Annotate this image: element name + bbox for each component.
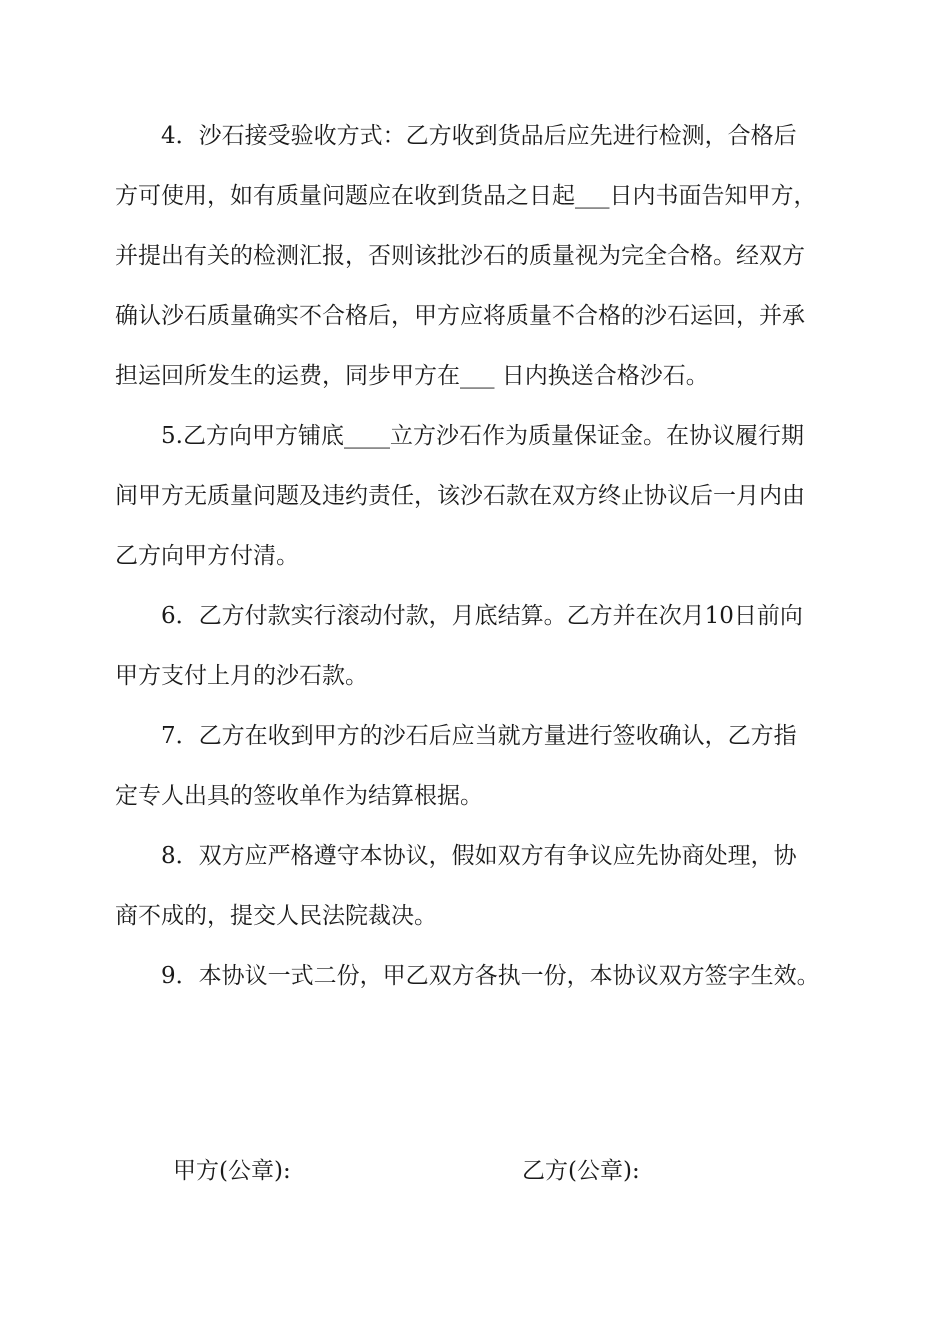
clause-6 <box>115 586 835 706</box>
clause-line: 乙方向甲方付清。 <box>115 543 299 569</box>
signature-block <box>0 1146 950 1196</box>
clause-7 <box>115 706 835 826</box>
clause-line: 7．乙方在收到甲方的沙石后应当就方量进行签收确认，乙方指 <box>161 723 797 749</box>
clause-line: 8．双方应严格遵守本协议，假如双方有争议应先协商处理，协 <box>161 843 797 869</box>
clause-line: 并提出有关的检测汇报，否则该批沙石的质量视为完全合格。经双方 <box>115 243 805 269</box>
clause-line: 4．沙石接受验收方式：乙方收到货品后应先进行检测，合格后 <box>161 123 797 149</box>
party-b-seal-label: 乙方(公章): <box>522 1158 640 1184</box>
clause-line: 确认沙石质量确实不合格后，甲方应将质量不合格的沙石运回，并承 <box>115 303 805 329</box>
clause-line: 商不成的，提交人民法院裁决。 <box>115 903 437 929</box>
clause-line: 甲方支付上月的沙石款。 <box>115 663 368 689</box>
clause-8 <box>115 826 835 946</box>
clause-line: 方可使用，如有质量问题应在收到货品之日起___日内书面告知甲方， <box>115 183 817 209</box>
clause-line: 担运回所发生的运费，同步甲方在___ 日内换送合格沙石。 <box>115 363 709 389</box>
contract-body <box>115 106 835 1006</box>
clause-line: 5.乙方向甲方铺底____立方沙石作为质量保证金。在协议履行期 <box>161 423 804 449</box>
party-a-seal-label: 甲方(公章): <box>173 1158 291 1184</box>
clause-4 <box>115 106 835 406</box>
clause-9 <box>115 946 835 1006</box>
clause-line: 9．本协议一式二份，甲乙双方各执一份，本协议双方签字生效。 <box>161 963 820 989</box>
clause-line: 6．乙方付款实行滚动付款，月底结算。乙方并在次月10日前向 <box>161 603 803 629</box>
clause-line: 间甲方无质量问题及违约责任，该沙石款在双方终止协议后一月内由 <box>115 483 805 509</box>
clause-5 <box>115 406 835 586</box>
clause-line: 定专人出具的签收单作为结算根据。 <box>115 783 483 809</box>
